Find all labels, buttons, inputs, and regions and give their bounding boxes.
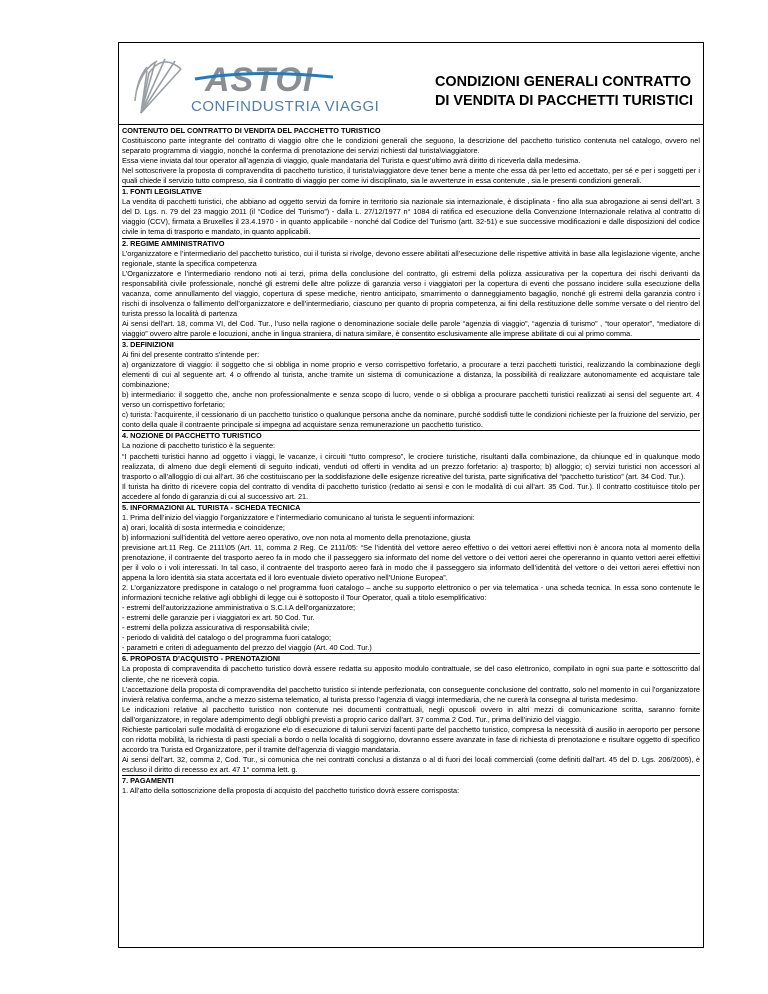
astoi-wordmark: [195, 61, 333, 99]
section-paragraph: Nel sottoscrivere la proposta di compravendita di pacchetto turistico, il turista\viaggiatore deve tener bene a mente che essa dà per letto ed accettato, per sé e per i soggetti per i quali chiede il servizio tutto compreso, sia il contratto di viaggio per come ivi disciplinato, sia le avvertenze in essa contenute , sia le presenti condizioni generali.: [122, 166, 700, 186]
section-paragraph: 1. All’atto della sottoscrizione della proposta di acquisto del pacchetto turistico dovrà essere corrisposta:: [122, 786, 460, 796]
section: [122, 187, 700, 238]
section-paragraph: b) intermediario: il soggetto che, anche non professionalmente e senza scopo di lucro, vende o si obbliga a procurare pacchetti turistici realizzati ai sensi del seguente art. 4 verso un corrispettivo forfetario;: [122, 390, 700, 410]
svg-text:ASTOI: ASTOI: [205, 61, 314, 99]
section-paragraph: L’Organizzatore e l’intermediario rendono noti ai terzi, prima della conclusione del contratto, gli estremi della polizza assicurativa per la copertura dei rischi derivanti da responsabilità civile professionale, nonché gli estremi delle altre polizze di garanzia verso i viaggiatori per la copertura di eventi che possano incidere sulla esecuzione della vacanza, come annullamento del viaggio, copertura di spese mediche, rientro anticipato, smarrimento o danneggiamento bagaglio, nonché gli estremi della garanzia contro i rischi di insolvenza o fallimento dell’organizzatore e dell’intermediario, ciascuno per quanto di propria competenza, ai fini della restituzione delle somme versate o del rientro del turista presso la località di partenza: [122, 268, 700, 318]
section-paragraph: Costituiscono parte integrante del contratto di viaggio oltre che le condizioni generali che seguono, la descrizione del pacchetto turistico contenuta nel catalogo, ovvero nel separato programma di viaggio, nonché la conferma di prenotazione dei servizi richiesti dal turista\viaggiatore.: [122, 136, 700, 156]
section: [122, 431, 700, 502]
section-paragraph: Ai sensi dell’art. 32, comma 2, Cod. Tur., si comunica che nei contratti conclusi a distanza o al di fuori dei locali commerciali (come definiti dall’art. 45 del D. Lgs. 206/2005), è escluso il diritto di recesso ex art. 47 1° comma lett. g.: [122, 754, 700, 774]
section-paragraph: a) organizzatore di viaggio: il soggetto che si obbliga in nome proprio e verso corrispettivo forfetario, a procurare a terzi pacchetti turistici, realizzando la combinazione degli elementi di cui al seguente art. 4 o offrendo al turista, anche tramite un sistema di comunicazione a distanza, la possibilità di realizzare autonomamente ed acquistare tale combinazione;: [122, 360, 700, 390]
section-paragraph: - estremi dell’autorizzazione amministrativa o S.C.I.A dell’organizzatore;: [122, 603, 356, 613]
document-header: [119, 43, 703, 125]
section-paragraph: Ai sensi dell’art. 18, comma VI, del Cod. Tur., l’uso nella ragione o denominazione sociale delle parole “agenzia di viaggio”, “agenzia di turismo” , “tour operator”, “mediatore di viaggio” ovvero altre parole e locuzioni, anche in lingua straniera, di natura similare, è consentito esclusivamente alle imprese abilitate di cui al primo comma.: [122, 318, 700, 338]
astoi-logo-graphic: [133, 49, 413, 119]
section-paragraph: previsione art.11 Reg. Ce 2111\05 (Art. 11, comma 2 Reg. Ce 2111/05: “Se l’identità del vettore aereo effettivo o dei vettori aerei effettivi non è ancora nota al momento della prenotazione, il contraente del trasporto aereo fa in modo che il passeggero sia informato del nome del vettore o dei vettori aerei che opereranno in quanto vettori aerei effettivi per il volo o i voli interessati. In tal caso, il contraente del trasporto aereo farà in modo che il passeggero sia informato dell’identità del vettore o dei vettori aerei effettivi non appena la loro identità sia stata accertata ed il loro eventuale divieto operativo nell’Unione Europea”.: [122, 542, 700, 583]
section-title: 2. REGIME AMMINISTRATIVO: [122, 238, 225, 248]
section-title: 1. FONTI LEGISLATIVE: [122, 187, 202, 197]
section-paragraph: L’organizzatore e l’intermediario del pacchetto turistico, cui il turista si rivolge, devono essere abilitati all’esecuzione delle rispettive attività in base alla legislazione vigente, anche regionale, stante la specifica competenza: [122, 248, 700, 268]
confindustria-viaggi-wordmark: CONFINDUSTRIA VIAGGI: [191, 98, 380, 115]
section: [122, 126, 700, 187]
section-paragraph: c) turista: l’acquirente, il cessionario di un pacchetto turistico o qualunque persona anche da nominare, purché soddisfi tutte le condizioni richieste per la fruizione del servizio, per conto della quale il contraente principale si impegna ad acquistare senza remunerazione un pacchetto turistico.: [122, 410, 700, 430]
section-paragraph: Essa viene inviata dal tour operator all’agenzia di viaggio, quale mandataria del Turista e quest’ultimo avrà diritto di riceverla dalla medesima.: [122, 156, 581, 166]
section-paragraph: Il turista ha diritto di ricevere copia del contratto di vendita di pacchetto turistico (redatto ai sensi e con le modalità di cui all’art. 35 Cod. Tur.). Il contratto costituisce titolo per accedere al fondo di garanzia di cui al successivo art. 21.: [122, 481, 700, 501]
section-paragraph: La nozione di pacchetto turistico è la seguente:: [122, 441, 276, 451]
title-line-1: CONDIZIONI GENERALI CONTRATTO: [435, 74, 692, 90]
section-paragraph: - periodo di validità del catalogo o del programma fuori catalogo;: [122, 633, 332, 643]
section-paragraph: b) informazioni sull’identità del vettore aereo operativo, ove non nota al momento della prenotazione, giusta: [122, 532, 471, 542]
section-paragraph: a) orari, località di sosta intermedia e coincidenze;: [122, 522, 285, 532]
section-title: 5. INFORMAZIONI AL TURISTA - SCHEDA TECNICA: [122, 502, 301, 512]
section-paragraph: 1. Prima dell’inizio del viaggio l’organizzatore e l’intermediario comunicano al turista le seguenti informazioni:: [122, 512, 475, 522]
section-paragraph: Ai fini del presente contratto s’intende per:: [122, 350, 260, 360]
section-paragraph: 2. L’organizzatore predispone in catalogo o nel programma fuori catalogo – anche su supporto elettronico o per via telematica - una scheda tecnica. In essa sono contenute le informazioni tecniche relative agli obblighi di legge cui è sottoposto il Tour Operator, quali a titolo esemplificativo:: [122, 583, 700, 603]
document-body: [122, 126, 700, 796]
section-title: 7. PAGAMENTI: [122, 776, 174, 785]
section-paragraph: “I pacchetti turistici hanno ad oggetto i viaggi, le vacanze, i circuiti “tutto compreso”, le crociere turistiche, risultanti dalla combinazione, da chiunque ed in qualunque modo realizzata, di almeno due degli elementi di seguito indicati, venduti od offerti in vendita ad un prezzo forfetario: a) trasporto; b) alloggio; c) servizi turistici non accessori al trasporto o all’alloggio di cui all’art. 36 che costituiscano per la soddisfazione delle esigenze ricreative del turista, parte significativa del “pacchetto turistico” (art. 34 Cod. Tur.).: [122, 451, 700, 481]
section-title: CONTENUTO DEL CONTRATTO DI VENDITA DEL PACCHETTO TURISTICO: [122, 126, 381, 135]
section-paragraph: La proposta di compravendita di pacchetto turistico dovrà essere redatta su apposito modulo contrattuale, se del caso elettronico, compilato in ogni sua parte e sottoscritto dal cliente, che ne riceverà copia.: [122, 664, 700, 684]
section-paragraph: La vendita di pacchetti turistici, che abbiano ad oggetto servizi da fornire in territorio sia nazionale sia internazionale, è disciplinata - fino alla sua abrogazione ai sensi dell’art. 3 del D. Lgs. n. 79 del 23 maggio 2011 (il “Codice del Turismo”) - dalla L. 27/12/1977 n° 1084 di ratifica ed esecuzione della Convenzione Internazionale relativa al contratto di viaggio (CCV), firmata a Bruxelles il 23.4.1970 - in quanto applicabile - nonché dal Codice del Turismo (artt. 32-51) e sue successive modificazioni e dalle disposizioni del codice civile in tema di trasporto e mandato, in quanto applicabili.: [122, 197, 700, 237]
section-paragraph: L’accettazione della proposta di compravendita del pacchetto turistico si intende perfezionata, con conseguente conclusione del contratto, solo nel momento in cui l’organizzatore invierà relativa conferma, anche a mezzo sistema telematico, al turista presso l’agenzia di viaggi intermediaria, che ne curerà la consegna al turista medesimo.: [122, 684, 700, 704]
title-line-2: DI VENDITA DI PACCHETTI TURISTICI: [435, 93, 693, 109]
section-title: 4. NOZIONE DI PACCHETTO TURISTICO: [122, 431, 262, 441]
document-title: [435, 73, 705, 111]
section-paragraph: Richieste particolari sulle modalità di erogazione e\o di esecuzione di taluni servizi facenti parte del pacchetto turistico, compresa la necessità di ausilio in aeroporto per persone con ridotta mobilità, la richiesta di pasti speciali a bordo o nella località di soggiorno, dovranno essere avanzate in fase di richiesta di prenotazione e risultare oggetto di specifico accordo tra Turista ed Organizzatore, per il tramite dell’agenzia di viaggio mandataria.: [122, 724, 700, 754]
section-paragraph: - estremi delle garanzie per i viaggiatori ex art. 50 Cod. Tur.: [122, 613, 315, 623]
section: [122, 239, 700, 340]
document-page: [118, 42, 704, 948]
section: [122, 340, 700, 431]
shell-emblem-icon: [135, 59, 181, 113]
section-paragraph: - estremi della polizza assicurativa di responsabilità civile;: [122, 623, 310, 633]
section-title: 3. DEFINIZIONI: [122, 339, 174, 349]
section: [122, 503, 700, 655]
section: [122, 654, 700, 776]
section-paragraph: - parametri e criteri di adeguamento del prezzo del viaggio (Art. 40 Cod. Tur.): [122, 643, 372, 653]
section-title: 6. PROPOSTA D’ACQUISTO - PRENOTAZIONI: [122, 654, 281, 664]
section: [122, 776, 700, 796]
section-paragraph: Le indicazioni relative al pacchetto turistico non contenute nei documenti contrattuali, negli opuscoli ovvero in altri mezzi di comunicazione scritta, saranno fornite dall’organizzatore, in regolare adempimento degli obblighi previsti a proprio carico dall’art. 37 comma 2 Cod. Tur., prima dell’inizio del viaggio.: [122, 704, 700, 724]
astoi-logo: [133, 49, 413, 119]
